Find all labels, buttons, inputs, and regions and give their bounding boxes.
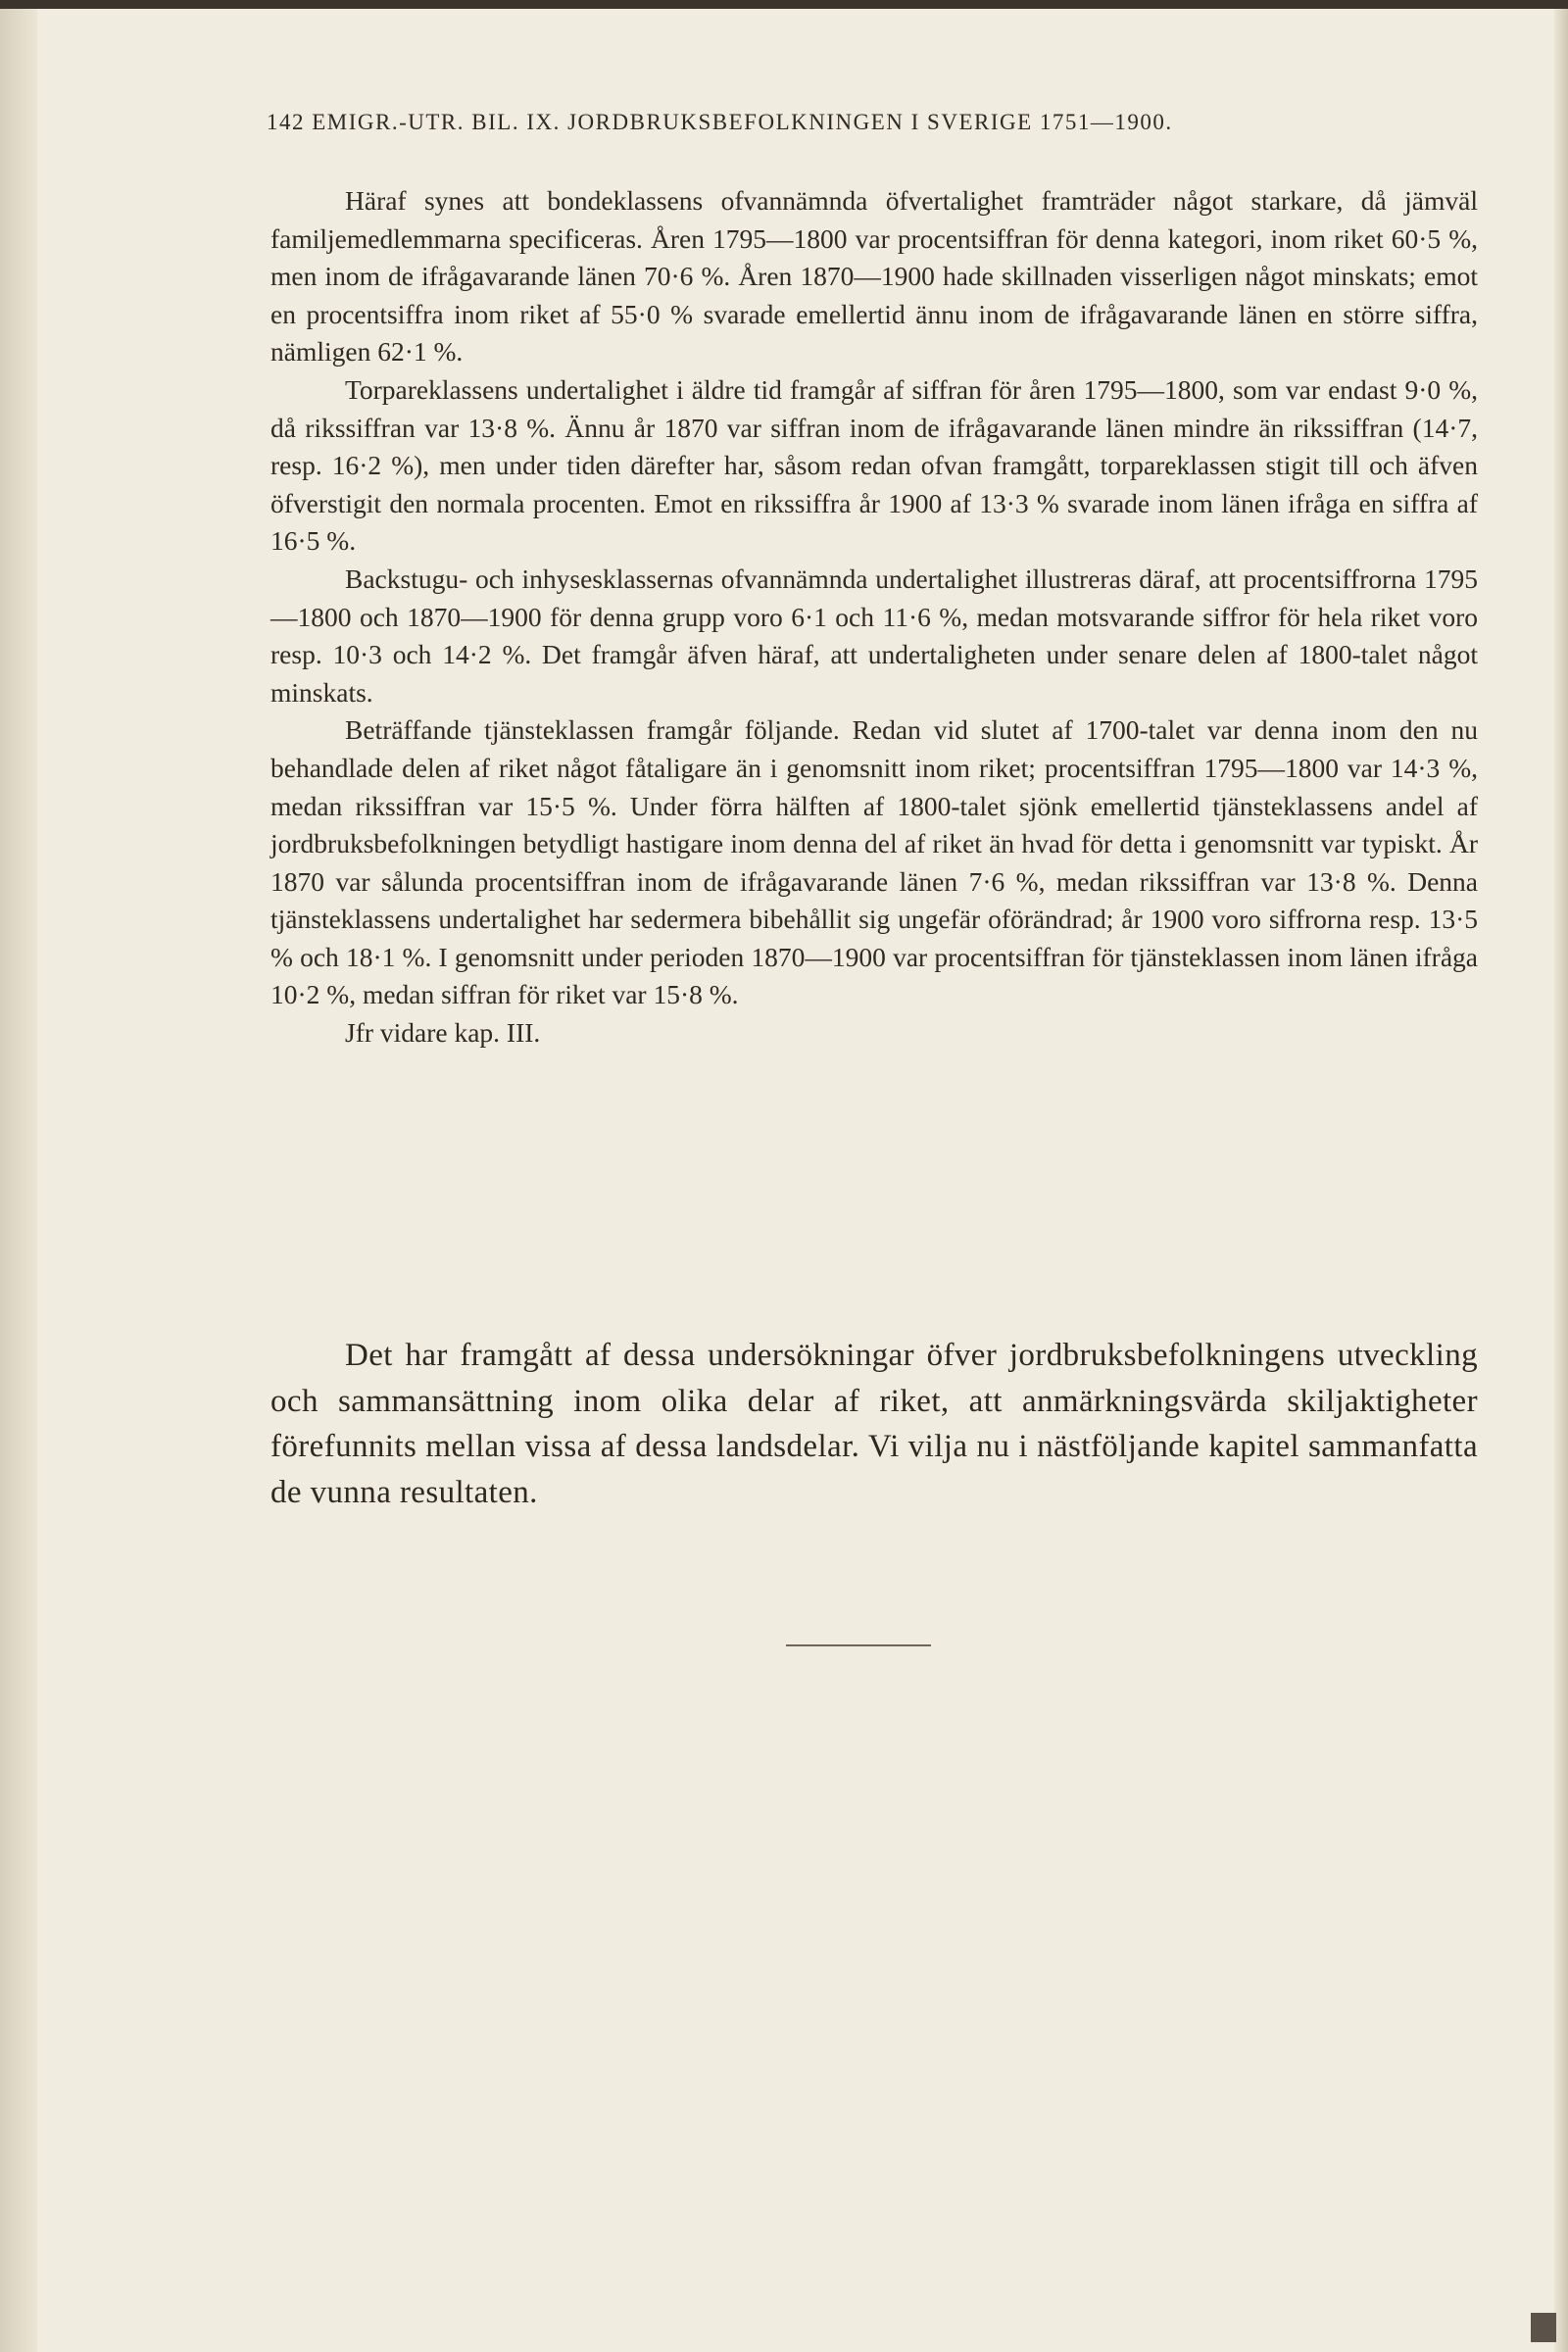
corner-mark	[1531, 2313, 1556, 2342]
paragraph-bondeklassen: Häraf synes att bondeklassens ofvannämnda öfvertalighet framträder något starkare, då jämväl familjemedlemmarna specificeras. Åren 1795—1800 var procentsiffran för denna kategori, inom riket 60·5 %, men inom de ifrågavarande länen 70·6 %. Åren 1870—1900 hade skillnaden visserligen något minskats; emot en procentsiffra inom riket af 55·0 % svarade emellertid ännu inom de ifrågavarande länen en större siffra, nämligen 62·1 %.	[270, 185, 1478, 368]
section-end-rule	[786, 1644, 931, 1646]
paragraph-tjansteklassen: Beträffande tjänsteklassen framgår följande. Redan vid slutet af 1700-talet var denna inom den nu behandlade delen af riket något fåtaligare än i genomsnitt inom riket; procentsiffran 1795—1800 var 14·3 %, medan rikssiffran var 15·5 %. Under förra hälften af 1800-talet sjönk emellertid tjänsteklassens andel af jordbruksbefolkningen betydligt hastigare inom denna del af riket än hvad för detta i genomsnitt var typiskt. År 1870 var sålunda procentsiffran inom de ifrågavarande länen 7·6 %, medan rikssiffran var 13·8 %. Denna tjänsteklassens undertalighet har sedermera bibehållit sig ungefär oförändrad; år 1900 voro siffrorna resp. 13·5 % och 18·1 %. I genomsnitt under perioden 1870—1900 var procentsiffran för tjänsteklassen inom länen ifråga 10·2 %, medan siffran för riket var 15·8 %.	[270, 714, 1478, 1010]
body-text	[270, 182, 1478, 1053]
paragraph-torpareklassen: Torpareklassens undertalighet i äldre tid framgår af siffran för åren 1795—1800, som var endast 9·0 %, då rikssiffran var 13·8 %. Ännu år 1870 var siffran inom de ifrågavarande länen mindre än rikssiffran (14·7, resp. 16·2 %), men under tiden därefter har, såsom redan ofvan framgått, torpareklassen stigit till och äfven öfverstigit den normala procenten. Emot en rikssiffra år 1900 af 13·3 % svarade inom länen ifråga en siffra af 16·5 %.	[270, 373, 1478, 557]
closing-paragraph: Det har framgått af dessa undersökningar öfver jordbruksbefolkningens utveckling och sammansättning inom olika delar af riket, att anmärkningsvärda skiljaktigheter förefunnits mellan vissa af dessa landsdelar. Vi vilja nu i nästföljande kapitel sammanfatta de vunna resultaten.	[270, 1338, 1478, 1510]
page-gutter-shadow	[0, 9, 37, 2352]
paragraph-backstugu: Backstugu- och inhysesklassernas ofvannämnda undertalighet illustreras däraf, att procentsiffrorna 1795—1800 och 1870—1900 för denna grupp voro 6·1 och 11·6 %, medan motsvarande siffror för hela riket voro resp. 10·3 och 14·2 %. Det framgår äfven häraf, att undertaligheten under senare delen af 1800-talet något minskats.	[270, 563, 1478, 708]
paragraph-reference: Jfr vidare kap. III.	[345, 1017, 541, 1049]
page-right-edge	[1554, 9, 1568, 2352]
top-edge-rule	[0, 0, 1568, 9]
running-head: 142 EMIGR.-UTR. BIL. IX. JORDBRUKSBEFOLKNINGEN I SVERIGE 1751—1900.	[267, 110, 1173, 134]
